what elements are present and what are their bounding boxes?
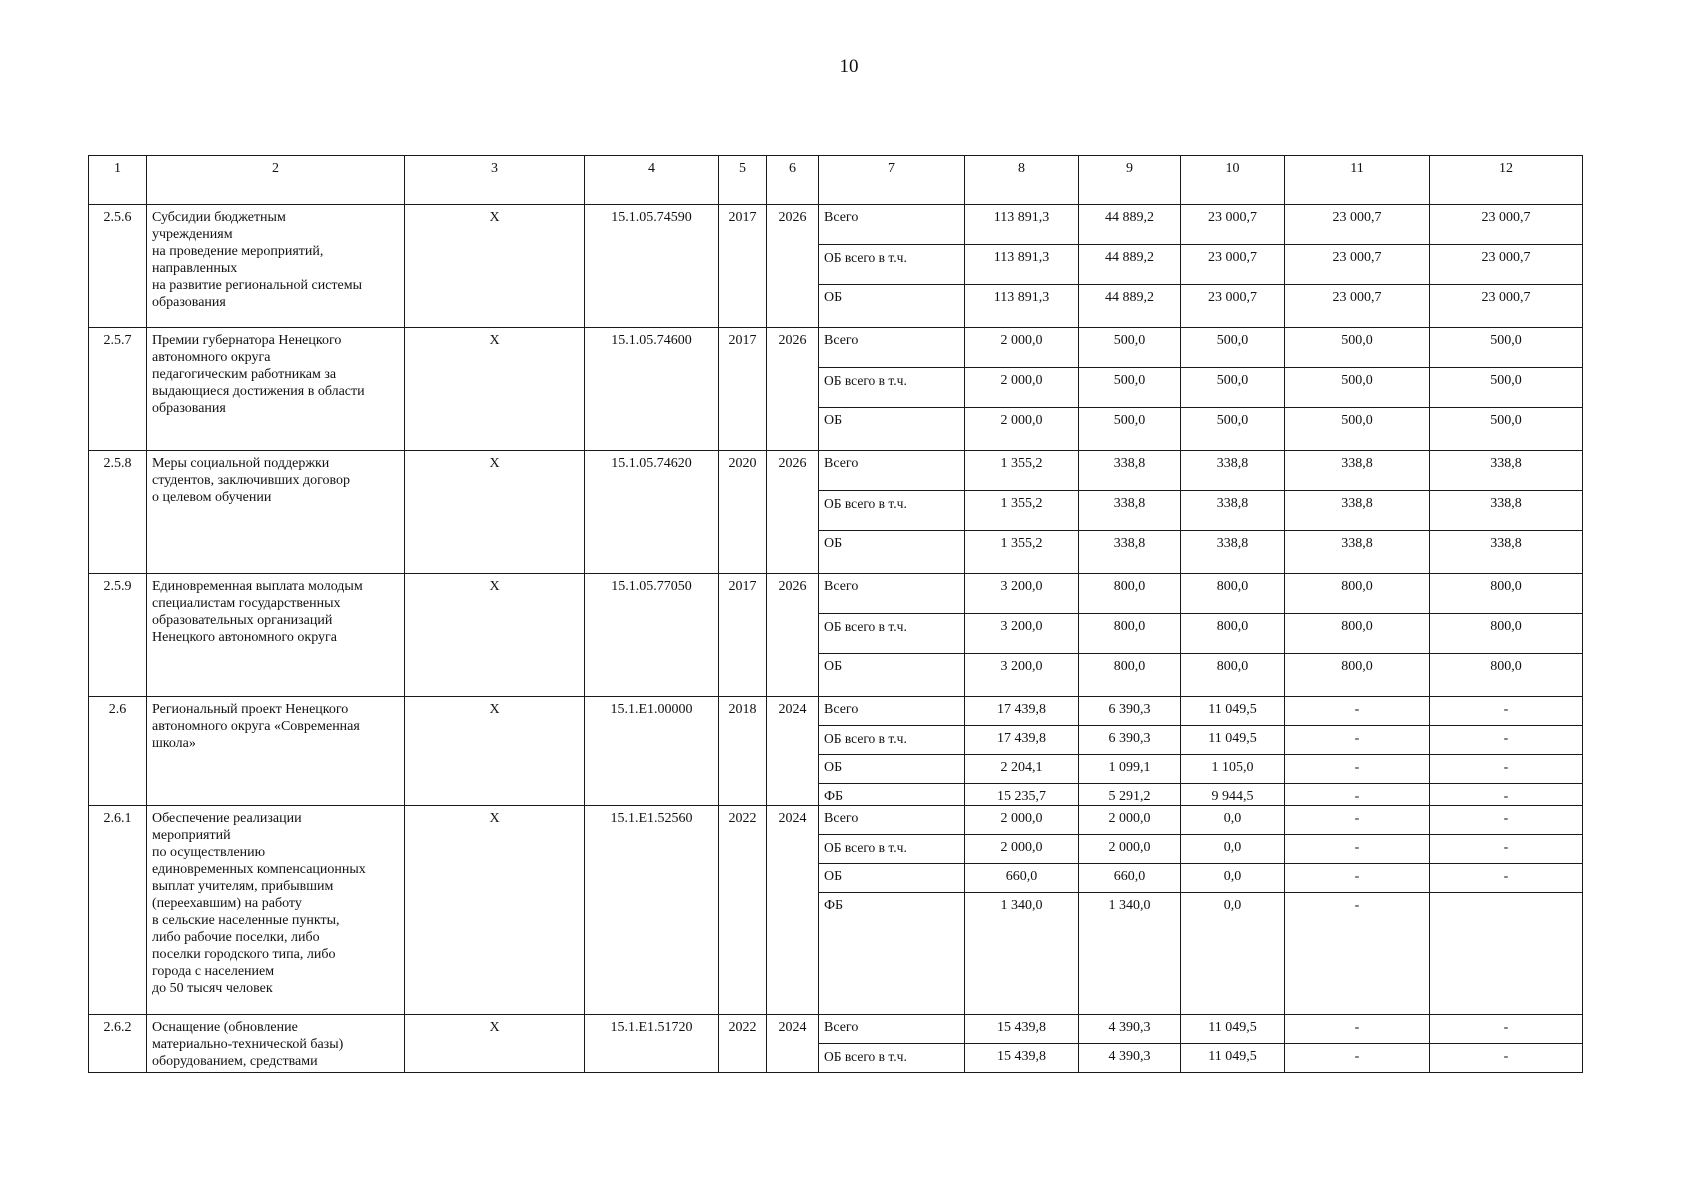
start-year: 2017 (719, 328, 767, 451)
item-name (147, 1015, 405, 1073)
item-number: 2.6.1 (89, 806, 147, 1015)
item-name-line: на проведение мероприятий, (152, 244, 324, 259)
funding-source: ОБ (819, 654, 965, 697)
amount-cell: 2 000,0 (965, 806, 1079, 835)
amount-cell: - (1430, 726, 1583, 755)
amount-cell: 0,0 (1181, 806, 1285, 835)
amount-cell: - (1285, 697, 1430, 726)
amount-cell: 2 000,0 (1079, 806, 1181, 835)
end-year: 2024 (767, 1015, 819, 1073)
amount-cell: 500,0 (1181, 328, 1285, 368)
amount-cell: 6 390,3 (1079, 726, 1181, 755)
item-name-line: автономного округа «Современная (152, 719, 360, 734)
item-name-line: о целевом обучении (152, 490, 272, 505)
item-name-line: учреждениям (152, 227, 233, 242)
amount-cell: 0,0 (1181, 864, 1285, 893)
end-year: 2026 (767, 205, 819, 328)
amount-cell: 800,0 (1079, 654, 1181, 697)
header-cell: 4 (585, 156, 719, 205)
amount-cell: 17 439,8 (965, 726, 1079, 755)
funding-source: Всего (819, 1015, 965, 1044)
funding-source: ОБ (819, 408, 965, 451)
header-row (89, 156, 1583, 205)
funding-source: Всего (819, 205, 965, 245)
amount-cell: 2 000,0 (965, 835, 1079, 864)
item-name (147, 328, 405, 451)
amount-cell: 23 000,7 (1430, 245, 1583, 285)
budget-code: 15.1.Е1.52560 (585, 806, 719, 1015)
amount-cell: 15 439,8 (965, 1044, 1079, 1073)
item-name-line: Ненецкого автономного округа (152, 630, 337, 645)
item-name-line: материально-технической базы) (152, 1037, 344, 1052)
funding-source: ОБ (819, 531, 965, 574)
amount-cell: 2 000,0 (965, 328, 1079, 368)
amount-cell: 3 200,0 (965, 574, 1079, 614)
amount-cell: - (1430, 755, 1583, 784)
funding-source: ОБ всего в т.ч. (819, 491, 965, 531)
amount-cell: 0,0 (1181, 893, 1285, 1015)
amount-cell: 338,8 (1430, 531, 1583, 574)
amount-cell: - (1285, 806, 1430, 835)
amount-cell: 338,8 (1285, 531, 1430, 574)
amount-cell: - (1430, 697, 1583, 726)
table-row (89, 451, 1583, 491)
amount-cell: 113 891,3 (965, 285, 1079, 328)
budget-code: 15.1.Е1.00000 (585, 697, 719, 806)
item-name-line: Субсидии бюджетным (152, 210, 286, 225)
amount-cell: 2 000,0 (965, 408, 1079, 451)
amount-cell: 11 049,5 (1181, 1015, 1285, 1044)
end-year: 2026 (767, 328, 819, 451)
item-name-line: до 50 тысяч человек (152, 981, 273, 996)
amount-cell: 338,8 (1079, 531, 1181, 574)
item-name (147, 574, 405, 697)
start-year: 2022 (719, 1015, 767, 1073)
table-row (89, 1015, 1583, 1044)
end-year: 2024 (767, 806, 819, 1015)
amount-cell: 500,0 (1430, 408, 1583, 451)
item-name-line: специалистам государственных (152, 596, 341, 611)
amount-cell: - (1285, 1015, 1430, 1044)
amount-cell: 23 000,7 (1285, 205, 1430, 245)
header-cell: 5 (719, 156, 767, 205)
amount-cell: 500,0 (1079, 408, 1181, 451)
amount-cell: 1 340,0 (1079, 893, 1181, 1015)
amount-cell: 23 000,7 (1181, 285, 1285, 328)
budget-table (88, 155, 1583, 1073)
column-3-value: Х (405, 205, 585, 328)
amount-cell: 2 000,0 (965, 368, 1079, 408)
funding-source: ОБ всего в т.ч. (819, 245, 965, 285)
amount-cell: 1 355,2 (965, 491, 1079, 531)
amount-cell: 800,0 (1079, 614, 1181, 654)
budget-code: 15.1.05.74620 (585, 451, 719, 574)
funding-source: ОБ всего в т.ч. (819, 835, 965, 864)
item-name-line: выдающиеся достижения в области (152, 384, 365, 399)
funding-source: ОБ (819, 864, 965, 893)
item-number: 2.6.2 (89, 1015, 147, 1073)
amount-cell: 23 000,7 (1181, 245, 1285, 285)
amount-cell: - (1430, 806, 1583, 835)
amount-cell: 1 355,2 (965, 531, 1079, 574)
table-row (89, 328, 1583, 368)
amount-cell: 4 390,3 (1079, 1044, 1181, 1073)
start-year: 2017 (719, 205, 767, 328)
table-row (89, 697, 1583, 726)
item-name-line: направленных (152, 261, 238, 276)
amount-cell: 338,8 (1430, 491, 1583, 531)
item-name-line: на развитие региональной системы (152, 278, 363, 293)
amount-cell: 11 049,5 (1181, 697, 1285, 726)
amount-cell: - (1285, 726, 1430, 755)
budget-code: 15.1.05.74600 (585, 328, 719, 451)
amount-cell: 500,0 (1285, 328, 1430, 368)
amount-cell: - (1430, 1044, 1583, 1073)
funding-source: ОБ всего в т.ч. (819, 726, 965, 755)
item-number: 2.5.9 (89, 574, 147, 697)
table-row (89, 205, 1583, 245)
start-year: 2018 (719, 697, 767, 806)
start-year: 2022 (719, 806, 767, 1015)
item-name-line: Меры социальной поддержки (152, 456, 330, 471)
amount-cell: 500,0 (1079, 328, 1181, 368)
header-cell: 8 (965, 156, 1079, 205)
amount-cell: 338,8 (1430, 451, 1583, 491)
amount-cell: - (1285, 755, 1430, 784)
amount-cell: 2 000,0 (1079, 835, 1181, 864)
amount-cell: 1 099,1 (1079, 755, 1181, 784)
header-cell: 1 (89, 156, 147, 205)
item-name-line: единовременных компенсационных (152, 862, 366, 877)
amount-cell: - (1430, 1015, 1583, 1044)
item-name-line: педагогическим работникам за (152, 367, 337, 382)
item-name-line: либо рабочие поселки, либо (152, 930, 320, 945)
end-year: 2026 (767, 451, 819, 574)
amount-cell: - (1285, 784, 1430, 806)
amount-cell: 800,0 (1430, 574, 1583, 614)
header-cell: 7 (819, 156, 965, 205)
amount-cell: - (1285, 864, 1430, 893)
start-year: 2017 (719, 574, 767, 697)
item-name-line: автономного округа (152, 350, 271, 365)
funding-source: ОБ всего в т.ч. (819, 614, 965, 654)
amount-cell: 338,8 (1079, 491, 1181, 531)
item-name-line: оборудованием, средствами (152, 1054, 318, 1069)
amount-cell: 338,8 (1181, 531, 1285, 574)
item-name-line: школа» (152, 736, 196, 751)
item-name (147, 451, 405, 574)
column-3-value: Х (405, 451, 585, 574)
item-name-line: в сельские населенные пункты, (152, 913, 340, 928)
amount-cell: 15 235,7 (965, 784, 1079, 806)
header-cell: 3 (405, 156, 585, 205)
header-cell: 9 (1079, 156, 1181, 205)
item-name-line: по осуществлению (152, 845, 266, 860)
amount-cell: 3 200,0 (965, 654, 1079, 697)
amount-cell (1430, 893, 1583, 1015)
amount-cell: 660,0 (1079, 864, 1181, 893)
amount-cell: 500,0 (1430, 368, 1583, 408)
amount-cell: - (1285, 1044, 1430, 1073)
amount-cell: 23 000,7 (1181, 205, 1285, 245)
amount-cell: 500,0 (1285, 408, 1430, 451)
item-name-line: студентов, заключивших договор (152, 473, 351, 488)
amount-cell: 44 889,2 (1079, 285, 1181, 328)
amount-cell: 6 390,3 (1079, 697, 1181, 726)
amount-cell: 338,8 (1285, 491, 1430, 531)
item-name-line: Единовременная выплата молодым (152, 579, 363, 594)
item-name-line: образования (152, 401, 226, 416)
item-name-line: поселки городского типа, либо (152, 947, 336, 962)
item-name-line: (переехавшим) на работу (152, 896, 302, 911)
amount-cell: 500,0 (1181, 368, 1285, 408)
funding-source: ОБ (819, 755, 965, 784)
start-year: 2020 (719, 451, 767, 574)
amount-cell: 44 889,2 (1079, 205, 1181, 245)
header-cell: 12 (1430, 156, 1583, 205)
amount-cell: - (1430, 835, 1583, 864)
end-year: 2024 (767, 697, 819, 806)
column-3-value: Х (405, 328, 585, 451)
item-name (147, 697, 405, 806)
amount-cell: 660,0 (965, 864, 1079, 893)
amount-cell: 11 049,5 (1181, 1044, 1285, 1073)
funding-source: ОБ всего в т.ч. (819, 1044, 965, 1073)
funding-source: Всего (819, 697, 965, 726)
amount-cell: 500,0 (1079, 368, 1181, 408)
amount-cell: 800,0 (1181, 614, 1285, 654)
item-name-line: Обеспечение реализации (152, 811, 302, 826)
item-number: 2.5.8 (89, 451, 147, 574)
item-name-line: Региональный проект Ненецкого (152, 702, 349, 717)
table-row (89, 806, 1583, 835)
budget-code: 15.1.Е1.51720 (585, 1015, 719, 1073)
header-cell: 2 (147, 156, 405, 205)
funding-source: Всего (819, 451, 965, 491)
amount-cell: 5 291,2 (1079, 784, 1181, 806)
amount-cell: 23 000,7 (1285, 285, 1430, 328)
budget-code: 15.1.05.74590 (585, 205, 719, 328)
amount-cell: 3 200,0 (965, 614, 1079, 654)
column-3-value: Х (405, 574, 585, 697)
header-cell: 11 (1285, 156, 1430, 205)
amount-cell: - (1285, 893, 1430, 1015)
column-3-value: Х (405, 697, 585, 806)
amount-cell: 44 889,2 (1079, 245, 1181, 285)
amount-cell: 1 355,2 (965, 451, 1079, 491)
amount-cell: 338,8 (1181, 451, 1285, 491)
amount-cell: 500,0 (1181, 408, 1285, 451)
item-name-line: Премии губернатора Ненецкого (152, 333, 342, 348)
funding-source: ОБ всего в т.ч. (819, 368, 965, 408)
amount-cell: - (1430, 784, 1583, 806)
amount-cell: 1 105,0 (1181, 755, 1285, 784)
item-number: 2.5.7 (89, 328, 147, 451)
item-number: 2.6 (89, 697, 147, 806)
funding-source: ФБ (819, 893, 965, 1015)
funding-source: ФБ (819, 784, 965, 806)
budget-code: 15.1.05.77050 (585, 574, 719, 697)
table-row (89, 574, 1583, 614)
amount-cell: 800,0 (1430, 614, 1583, 654)
amount-cell: 23 000,7 (1285, 245, 1430, 285)
column-3-value: Х (405, 1015, 585, 1073)
amount-cell: 11 049,5 (1181, 726, 1285, 755)
amount-cell: 500,0 (1430, 328, 1583, 368)
item-name-line: Оснащение (обновление (152, 1020, 298, 1035)
amount-cell: 338,8 (1181, 491, 1285, 531)
column-3-value: Х (405, 806, 585, 1015)
item-name-line: образования (152, 295, 226, 310)
funding-source: ОБ (819, 285, 965, 328)
amount-cell: 800,0 (1181, 574, 1285, 614)
item-name (147, 205, 405, 328)
funding-source: Всего (819, 806, 965, 835)
amount-cell: 800,0 (1079, 574, 1181, 614)
amount-cell: 2 204,1 (965, 755, 1079, 784)
amount-cell: 23 000,7 (1430, 205, 1583, 245)
amount-cell: 800,0 (1285, 614, 1430, 654)
header-cell: 10 (1181, 156, 1285, 205)
amount-cell: 15 439,8 (965, 1015, 1079, 1044)
amount-cell: 1 340,0 (965, 893, 1079, 1015)
item-name-line: города с населением (152, 964, 275, 979)
item-name-line: образовательных организаций (152, 613, 333, 628)
amount-cell: 338,8 (1285, 451, 1430, 491)
amount-cell: 113 891,3 (965, 205, 1079, 245)
funding-source: Всего (819, 328, 965, 368)
amount-cell: 17 439,8 (965, 697, 1079, 726)
amount-cell: 4 390,3 (1079, 1015, 1181, 1044)
amount-cell: 9 944,5 (1181, 784, 1285, 806)
funding-source: Всего (819, 574, 965, 614)
amount-cell: - (1285, 835, 1430, 864)
page-number: 10 (839, 56, 859, 77)
end-year: 2026 (767, 574, 819, 697)
item-number: 2.5.6 (89, 205, 147, 328)
amount-cell: 23 000,7 (1430, 285, 1583, 328)
amount-cell: 800,0 (1430, 654, 1583, 697)
amount-cell: 800,0 (1285, 654, 1430, 697)
item-name-line: мероприятий (152, 828, 231, 843)
amount-cell: 338,8 (1079, 451, 1181, 491)
header-cell: 6 (767, 156, 819, 205)
amount-cell: 113 891,3 (965, 245, 1079, 285)
amount-cell: 800,0 (1181, 654, 1285, 697)
amount-cell: 0,0 (1181, 835, 1285, 864)
amount-cell: 800,0 (1285, 574, 1430, 614)
amount-cell: - (1430, 864, 1583, 893)
item-name-line: выплат учителям, прибывшим (152, 879, 334, 894)
amount-cell: 500,0 (1285, 368, 1430, 408)
item-name (147, 806, 405, 1015)
